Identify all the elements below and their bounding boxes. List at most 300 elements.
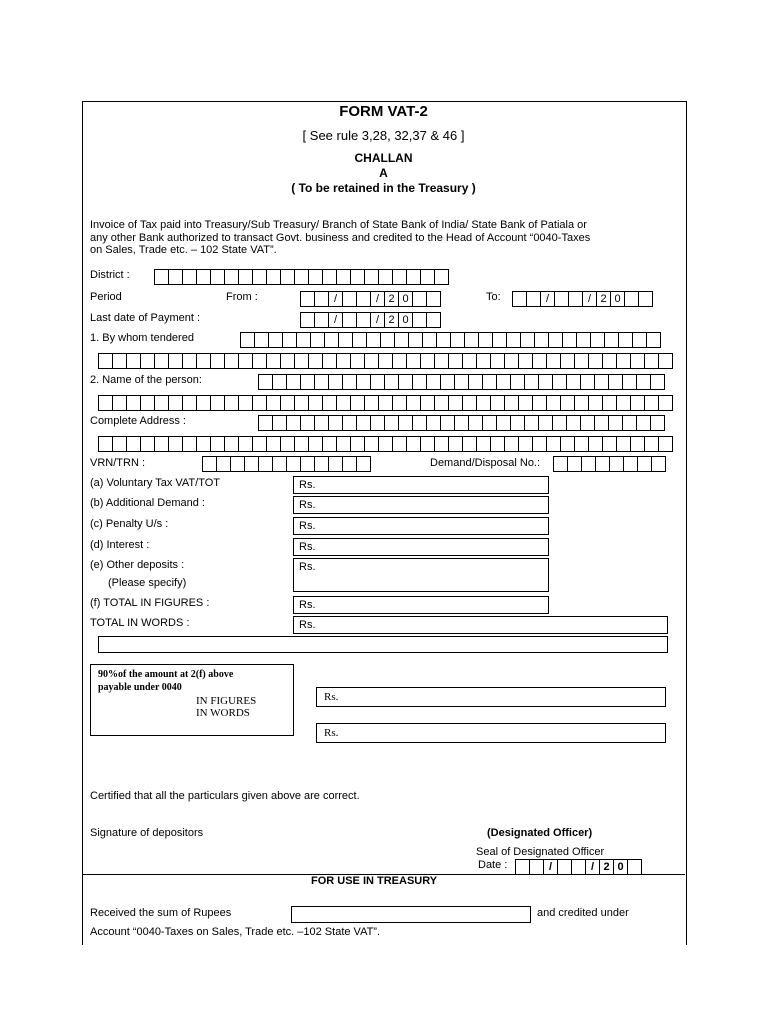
char-box [239,353,253,369]
date-box [558,859,572,875]
rs-label: Rs. [324,691,339,703]
seal-label: Seal of Designated Officer [476,846,605,858]
char-box [539,374,553,390]
interest-label: (d) Interest : [90,539,150,551]
char-box [575,395,589,411]
char-box [309,353,323,369]
char-box [561,395,575,411]
char-box [253,436,267,452]
char-box [659,353,673,369]
char-box [533,353,547,369]
date-box: / [583,291,597,307]
char-box [479,332,493,348]
penalty-field[interactable] [293,517,549,535]
date-box [628,859,642,875]
char-box [381,332,395,348]
rs-label: Rs. [299,499,316,511]
char-box [329,374,343,390]
char-box [113,395,127,411]
char-box [343,456,357,472]
char-box [575,353,589,369]
char-box [211,269,225,285]
char-box [577,332,591,348]
char-box [463,436,477,452]
date-box [301,312,315,328]
person-boxes-row-1[interactable] [258,374,665,390]
char-box [413,415,427,431]
date-box: / [329,291,343,307]
char-box [469,415,483,431]
char-box [239,436,253,452]
date-box [427,312,441,328]
char-box [652,456,666,472]
char-box [645,395,659,411]
rs-label: Rs. [299,599,316,611]
char-box [253,269,267,285]
char-box [255,332,269,348]
char-box [589,436,603,452]
char-box [617,395,631,411]
char-box [301,374,315,390]
credited-label: and credited under [537,907,629,919]
date-box: / [586,859,600,875]
date-box [315,291,329,307]
certified-text: Certified that all the particulars given above are correct. [90,790,360,802]
char-box [427,374,441,390]
char-box [315,415,329,431]
rs-label: Rs. [299,541,316,553]
date-box [427,291,441,307]
additional-demand-field[interactable] [293,496,549,514]
char-box [297,332,311,348]
date-box [572,859,586,875]
char-box [477,395,491,411]
retained-note: ( To be retained in the Treasury ) [291,181,476,195]
char-box [197,395,211,411]
char-box [311,332,325,348]
char-box [451,332,465,348]
char-box [413,374,427,390]
last-date-label: Last date of Payment : [90,312,201,324]
char-box [609,415,623,431]
char-box [287,374,301,390]
char-box [399,415,413,431]
char-box [353,332,367,348]
char-box [241,332,255,348]
char-box [301,415,315,431]
char-box [155,436,169,452]
char-box [505,353,519,369]
char-box [463,353,477,369]
char-box [245,456,259,472]
char-box [259,374,273,390]
char-box [197,436,211,452]
char-box [351,436,365,452]
ninety-words-field[interactable] [316,723,666,743]
char-box [637,374,651,390]
char-box [113,436,127,452]
char-box [441,415,455,431]
char-box [659,395,673,411]
address-boxes-row-1[interactable] [258,415,665,431]
char-box [651,374,665,390]
date-box [639,291,653,307]
char-box [127,395,141,411]
char-box [273,415,287,431]
char-box [211,395,225,411]
char-box [483,415,497,431]
char-box [521,332,535,348]
char-box [589,395,603,411]
date-box [413,291,427,307]
char-box [379,353,393,369]
person-boxes-row-2[interactable] [98,395,673,411]
date-box: 2 [597,291,611,307]
char-box [325,332,339,348]
total-words-field[interactable] [293,616,668,634]
char-box [491,395,505,411]
char-box [141,395,155,411]
date-box: / [541,291,555,307]
rs-label: Rs. [299,520,316,532]
char-box [435,269,449,285]
char-box [463,395,477,411]
char-box [563,332,577,348]
char-box [99,395,113,411]
char-box [581,415,595,431]
char-box [409,332,423,348]
char-box [169,436,183,452]
char-box [421,269,435,285]
to-label: To: [486,291,501,303]
date-box: / [371,312,385,328]
date-box: 2 [600,859,614,875]
char-box [407,395,421,411]
char-box [595,374,609,390]
char-box [596,456,610,472]
char-box [581,374,595,390]
char-box [547,353,561,369]
char-box [379,395,393,411]
date-label: Date : [478,859,508,871]
char-box [385,374,399,390]
rs-label: Rs. [299,561,316,573]
char-box [273,456,287,472]
ninety-line-1: 90%of the amount at 2(f) above [98,669,234,680]
tendered-label: 1. By whom tendered [90,332,194,344]
char-box [113,353,127,369]
intro-line-2: any other Bank authorized to transact Govt. business and credited to the Head of Account “0040-Taxes [90,232,591,244]
rule-reference: [ See rule 3,28, 32,37 & 46 ] [302,128,465,143]
char-box [393,353,407,369]
char-box [343,415,357,431]
char-box [623,374,637,390]
total-words-label: TOTAL IN WORDS : [90,617,190,629]
date-box [527,291,541,307]
char-box [211,436,225,452]
char-box [421,436,435,452]
char-box [549,332,563,348]
char-box [225,353,239,369]
char-box [155,269,169,285]
rs-label: Rs. [299,479,316,491]
char-box [367,332,381,348]
voluntary-tax-label: (a) Voluntary Tax VAT/TOT [90,477,221,489]
char-box [183,395,197,411]
char-box [371,415,385,431]
date-box: / [544,859,558,875]
char-box [239,395,253,411]
char-box [309,269,323,285]
account-text: Account “0040-Taxes on Sales, Trade etc. –102 State VAT”. [90,926,381,938]
vrn-boxes[interactable] [202,456,371,472]
char-box [435,353,449,369]
char-box [435,395,449,411]
date-box [555,291,569,307]
in-figures-label: IN FIGURES [196,695,257,707]
char-box [575,436,589,452]
char-box [323,269,337,285]
additional-demand-label: (b) Additional Demand : [90,497,205,509]
address-boxes-row-2[interactable] [98,436,673,452]
char-box [351,353,365,369]
char-box [497,415,511,431]
char-box [259,456,273,472]
officer-date-boxes[interactable] [515,859,642,875]
char-box [127,436,141,452]
interest-field[interactable] [293,538,549,556]
char-box [155,395,169,411]
char-box [99,436,113,452]
char-box [645,353,659,369]
char-box [617,353,631,369]
char-box [610,456,624,472]
char-box [337,436,351,452]
char-box [239,269,253,285]
char-box [553,415,567,431]
char-box [231,456,245,472]
char-box [441,374,455,390]
char-box [203,456,217,472]
char-box [365,353,379,369]
char-box [295,436,309,452]
char-box [281,436,295,452]
char-box [169,395,183,411]
char-box [624,456,638,472]
char-box [651,415,665,431]
date-box: / [329,312,343,328]
char-box [491,436,505,452]
char-box [595,415,609,431]
char-box [357,374,371,390]
char-box [283,332,297,348]
char-box [365,436,379,452]
char-box [301,456,315,472]
char-box [337,353,351,369]
total-words-continuation[interactable] [98,636,668,653]
date-box [569,291,583,307]
char-box [449,353,463,369]
char-box [399,374,413,390]
char-box [638,456,652,472]
char-box [99,353,113,369]
intro-line-1: Invoice of Tax paid into Treasury/Sub Treasury/ Branch of State Bank of India/ State Bank of Patiala or [90,219,587,231]
date-box [530,859,544,875]
challan-heading: CHALLAN [354,151,413,165]
rupees-field[interactable] [291,906,531,923]
char-box [554,456,568,472]
rs-label: Rs. [299,619,316,631]
char-box [493,332,507,348]
total-figures-label: (f) TOTAL IN FIGURES : [90,597,210,609]
received-label: Received the sum of Rupees [90,907,232,919]
char-box [357,456,371,472]
from-label: From : [226,291,258,303]
char-box [407,436,421,452]
char-box [395,332,409,348]
char-box [497,374,511,390]
demand-boxes[interactable] [553,456,666,472]
char-box [633,332,647,348]
char-box [267,269,281,285]
date-box [413,312,427,328]
char-box [309,395,323,411]
char-box [637,415,651,431]
char-box [269,332,283,348]
date-box [625,291,639,307]
char-box [535,332,549,348]
char-box [647,332,661,348]
char-box [631,353,645,369]
char-box [343,374,357,390]
char-box [533,436,547,452]
ninety-figures-field[interactable] [316,687,666,707]
last-date-boxes[interactable] [300,312,441,328]
penalty-label: (c) Penalty U/s : [90,518,169,530]
char-box [477,353,491,369]
voluntary-tax-field[interactable] [293,476,549,494]
char-box [407,269,421,285]
please-specify-label: (Please specify) [108,577,187,589]
to-date-boxes[interactable] [512,291,653,307]
char-box [561,436,575,452]
tendered-boxes-row-2[interactable] [98,353,673,369]
char-box [141,353,155,369]
date-box: 0 [399,291,413,307]
char-box [287,456,301,472]
char-box [281,353,295,369]
char-box [437,332,451,348]
char-box [169,269,183,285]
char-box [141,436,155,452]
date-box: 0 [399,312,413,328]
char-box [582,456,596,472]
date-box [357,312,371,328]
char-box [603,353,617,369]
char-box [547,395,561,411]
char-box [329,456,343,472]
char-box [295,269,309,285]
char-box [197,353,211,369]
char-box [253,395,267,411]
total-figures-field[interactable] [293,596,549,614]
date-box [343,291,357,307]
tendered-boxes-row-1[interactable] [240,332,661,348]
date-box [357,291,371,307]
date-box: 2 [385,312,399,328]
char-box [323,395,337,411]
char-box [483,374,497,390]
char-box [421,353,435,369]
char-box [561,353,575,369]
char-box [617,436,631,452]
date-box: 2 [385,291,399,307]
intro-line-3: on Sales, Trade etc. – 102 State VAT”. [90,244,277,256]
district-boxes[interactable] [154,269,449,285]
other-deposits-field[interactable] [293,558,549,592]
from-date-boxes[interactable] [300,291,441,307]
char-box [623,415,637,431]
date-box: 0 [614,859,628,875]
designated-officer-label: (Designated Officer) [487,827,593,839]
other-deposits-label: (e) Other deposits : [90,559,185,571]
char-box [469,374,483,390]
char-box [519,353,533,369]
ninety-line-2: payable under 0040 [98,682,182,693]
address-label: Complete Address : [90,415,186,427]
char-box [267,395,281,411]
char-box [568,456,582,472]
char-box [659,436,673,452]
char-box [567,415,581,431]
char-box [295,395,309,411]
date-box [301,291,315,307]
char-box [449,436,463,452]
char-box [507,332,521,348]
signature-label: Signature of depositors [90,827,204,839]
char-box [525,415,539,431]
char-box [287,415,301,431]
char-box [253,353,267,369]
char-box [393,395,407,411]
copy-label: A [379,166,388,180]
char-box [533,395,547,411]
char-box [449,395,463,411]
char-box [309,436,323,452]
char-box [491,353,505,369]
char-box [295,353,309,369]
char-box [183,436,197,452]
char-box [337,269,351,285]
char-box [211,353,225,369]
char-box [511,415,525,431]
char-box [519,436,533,452]
char-box [525,374,539,390]
char-box [155,353,169,369]
date-box [343,312,357,328]
treasury-heading: FOR USE IN TREASURY [311,875,438,887]
char-box [225,269,239,285]
form-title: FORM VAT-2 [339,103,428,120]
date-box [513,291,527,307]
char-box [603,436,617,452]
char-box [609,374,623,390]
char-box [351,395,365,411]
char-box [357,415,371,431]
char-box [225,395,239,411]
char-box [631,395,645,411]
char-box [465,332,479,348]
